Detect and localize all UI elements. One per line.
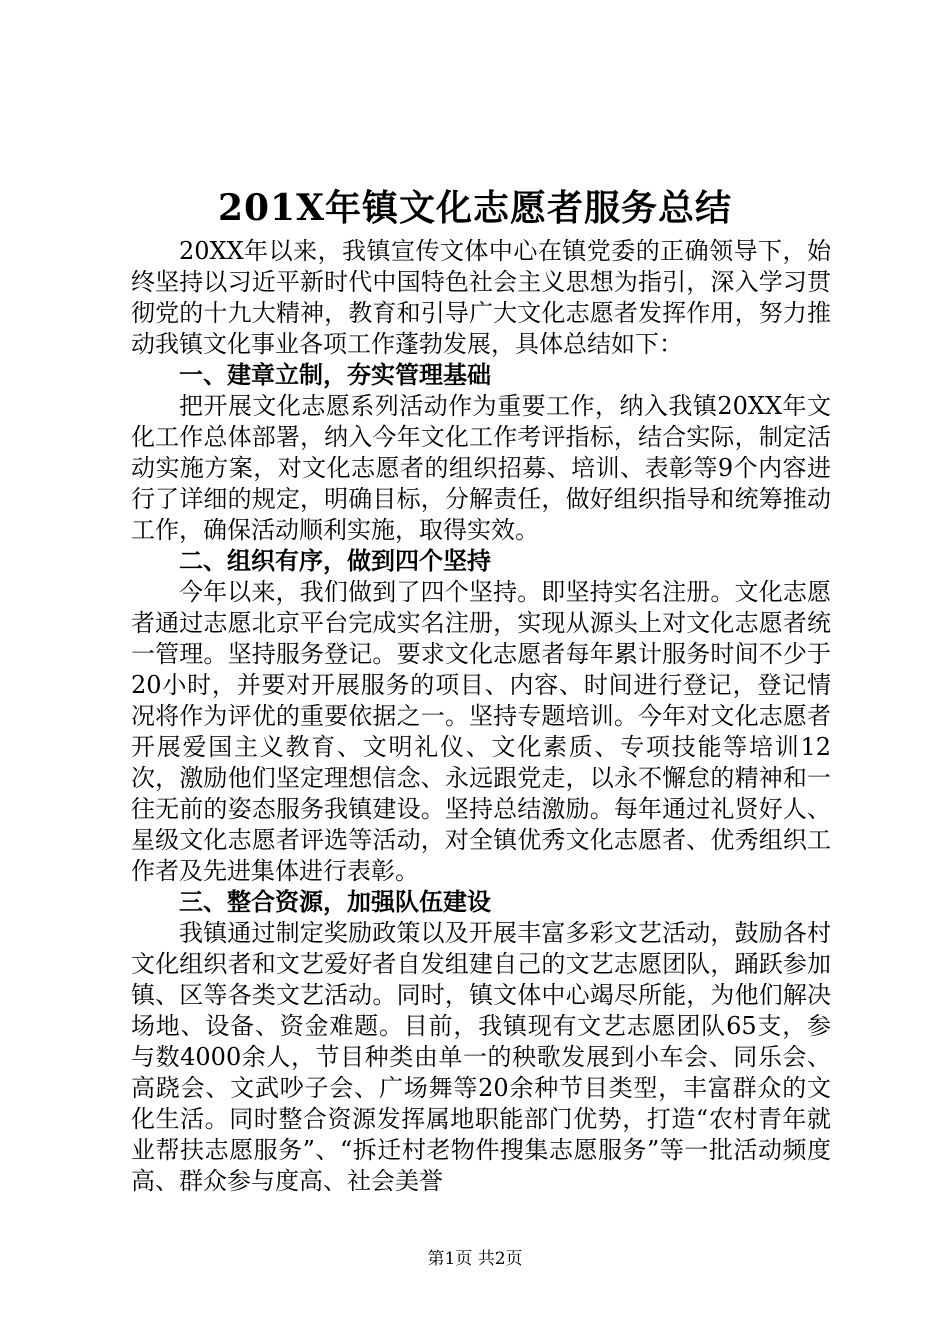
document-title: 201X年镇文化志愿者服务总结 <box>217 187 733 229</box>
section-heading-3: 三、整合资源，加强队伍建设 <box>179 888 491 916</box>
intro-paragraph: 20XX年以来，我镇宣传文体中心在镇党委的正确领导下，始终坚持以习近平新时代中国特色社会主义思想为指引，深入学习贯彻党的十九大精神，教育和引导广大文化志愿者发挥作用，努力推动我镇文化事业各项工作蓬勃发展，具体总结如下： <box>131 237 831 358</box>
document-body <box>131 236 831 1197</box>
section-heading-2: 二、组织有序，做到四个坚持 <box>179 547 491 575</box>
section-paragraph-3: 我镇通过制定奖励政策以及开展丰富多彩文艺活动，鼓励各村文化组织者和文艺爱好者自发组建自己的文艺志愿团队，踊跃参加镇、区等各类文艺活动。同时，镇文体中心竭尽所能，为他们解决场地、设备、资金难题。目前，我镇现有文艺志愿团队65支，参与数4000余人，节目种类由单一的秧歌发展到小车会、同乐会、高跷会、文武吵子会、广场舞等20余种节目类型，丰富群众的文化生活。同时整合资源发挥属地职能部门优势，打造“农村青年就业帮扶志愿服务”、“拆迁村老物件搜集志愿服务”等一批活动频度高、群众参与度高、社会美誉 <box>131 919 831 1195</box>
section-paragraph-1: 把开展文化志愿系列活动作为重要工作，纳入我镇20XX年文化工作总体部署，纳入今年文化工作考评指标，结合实际，制定活动实施方案，对文化志愿者的组织招募、培训、表彰等9个内容进行了详细的规定，明确目标，分解责任，做好组织指导和统筹推动工作，确保活动顺利实施，取得实效。 <box>131 392 831 544</box>
page-footer: 第1页 共2页 <box>427 1249 523 1269</box>
section-paragraph-2: 今年以来，我们做到了四个坚持。即坚持实名注册。文化志愿者通过志愿北京平台完成实名注册，实现从源头上对文化志愿者统一管理。坚持服务登记。要求文化志愿者每年累计服务时间不少于20小时，并要对开展服务的项目、内容、时间进行登记，登记情况将作为评优的重要依据之一。坚持专题培训。今年对文化志愿者开展爱国主义教育、文明礼仪、文化素质、专项技能等培训12次，激励他们坚定理想信念、永远跟党走，以永不懈怠的精神和一往无前的姿态服务我镇建设。坚持总结激励。每年通过礼贤好人、星级文化志愿者评选等活动，对全镇优秀文化志愿者、优秀组织工作者及先进集体进行表彰。 <box>131 578 831 885</box>
section-heading-1: 一、建章立制，夯实管理基础 <box>179 361 491 389</box>
